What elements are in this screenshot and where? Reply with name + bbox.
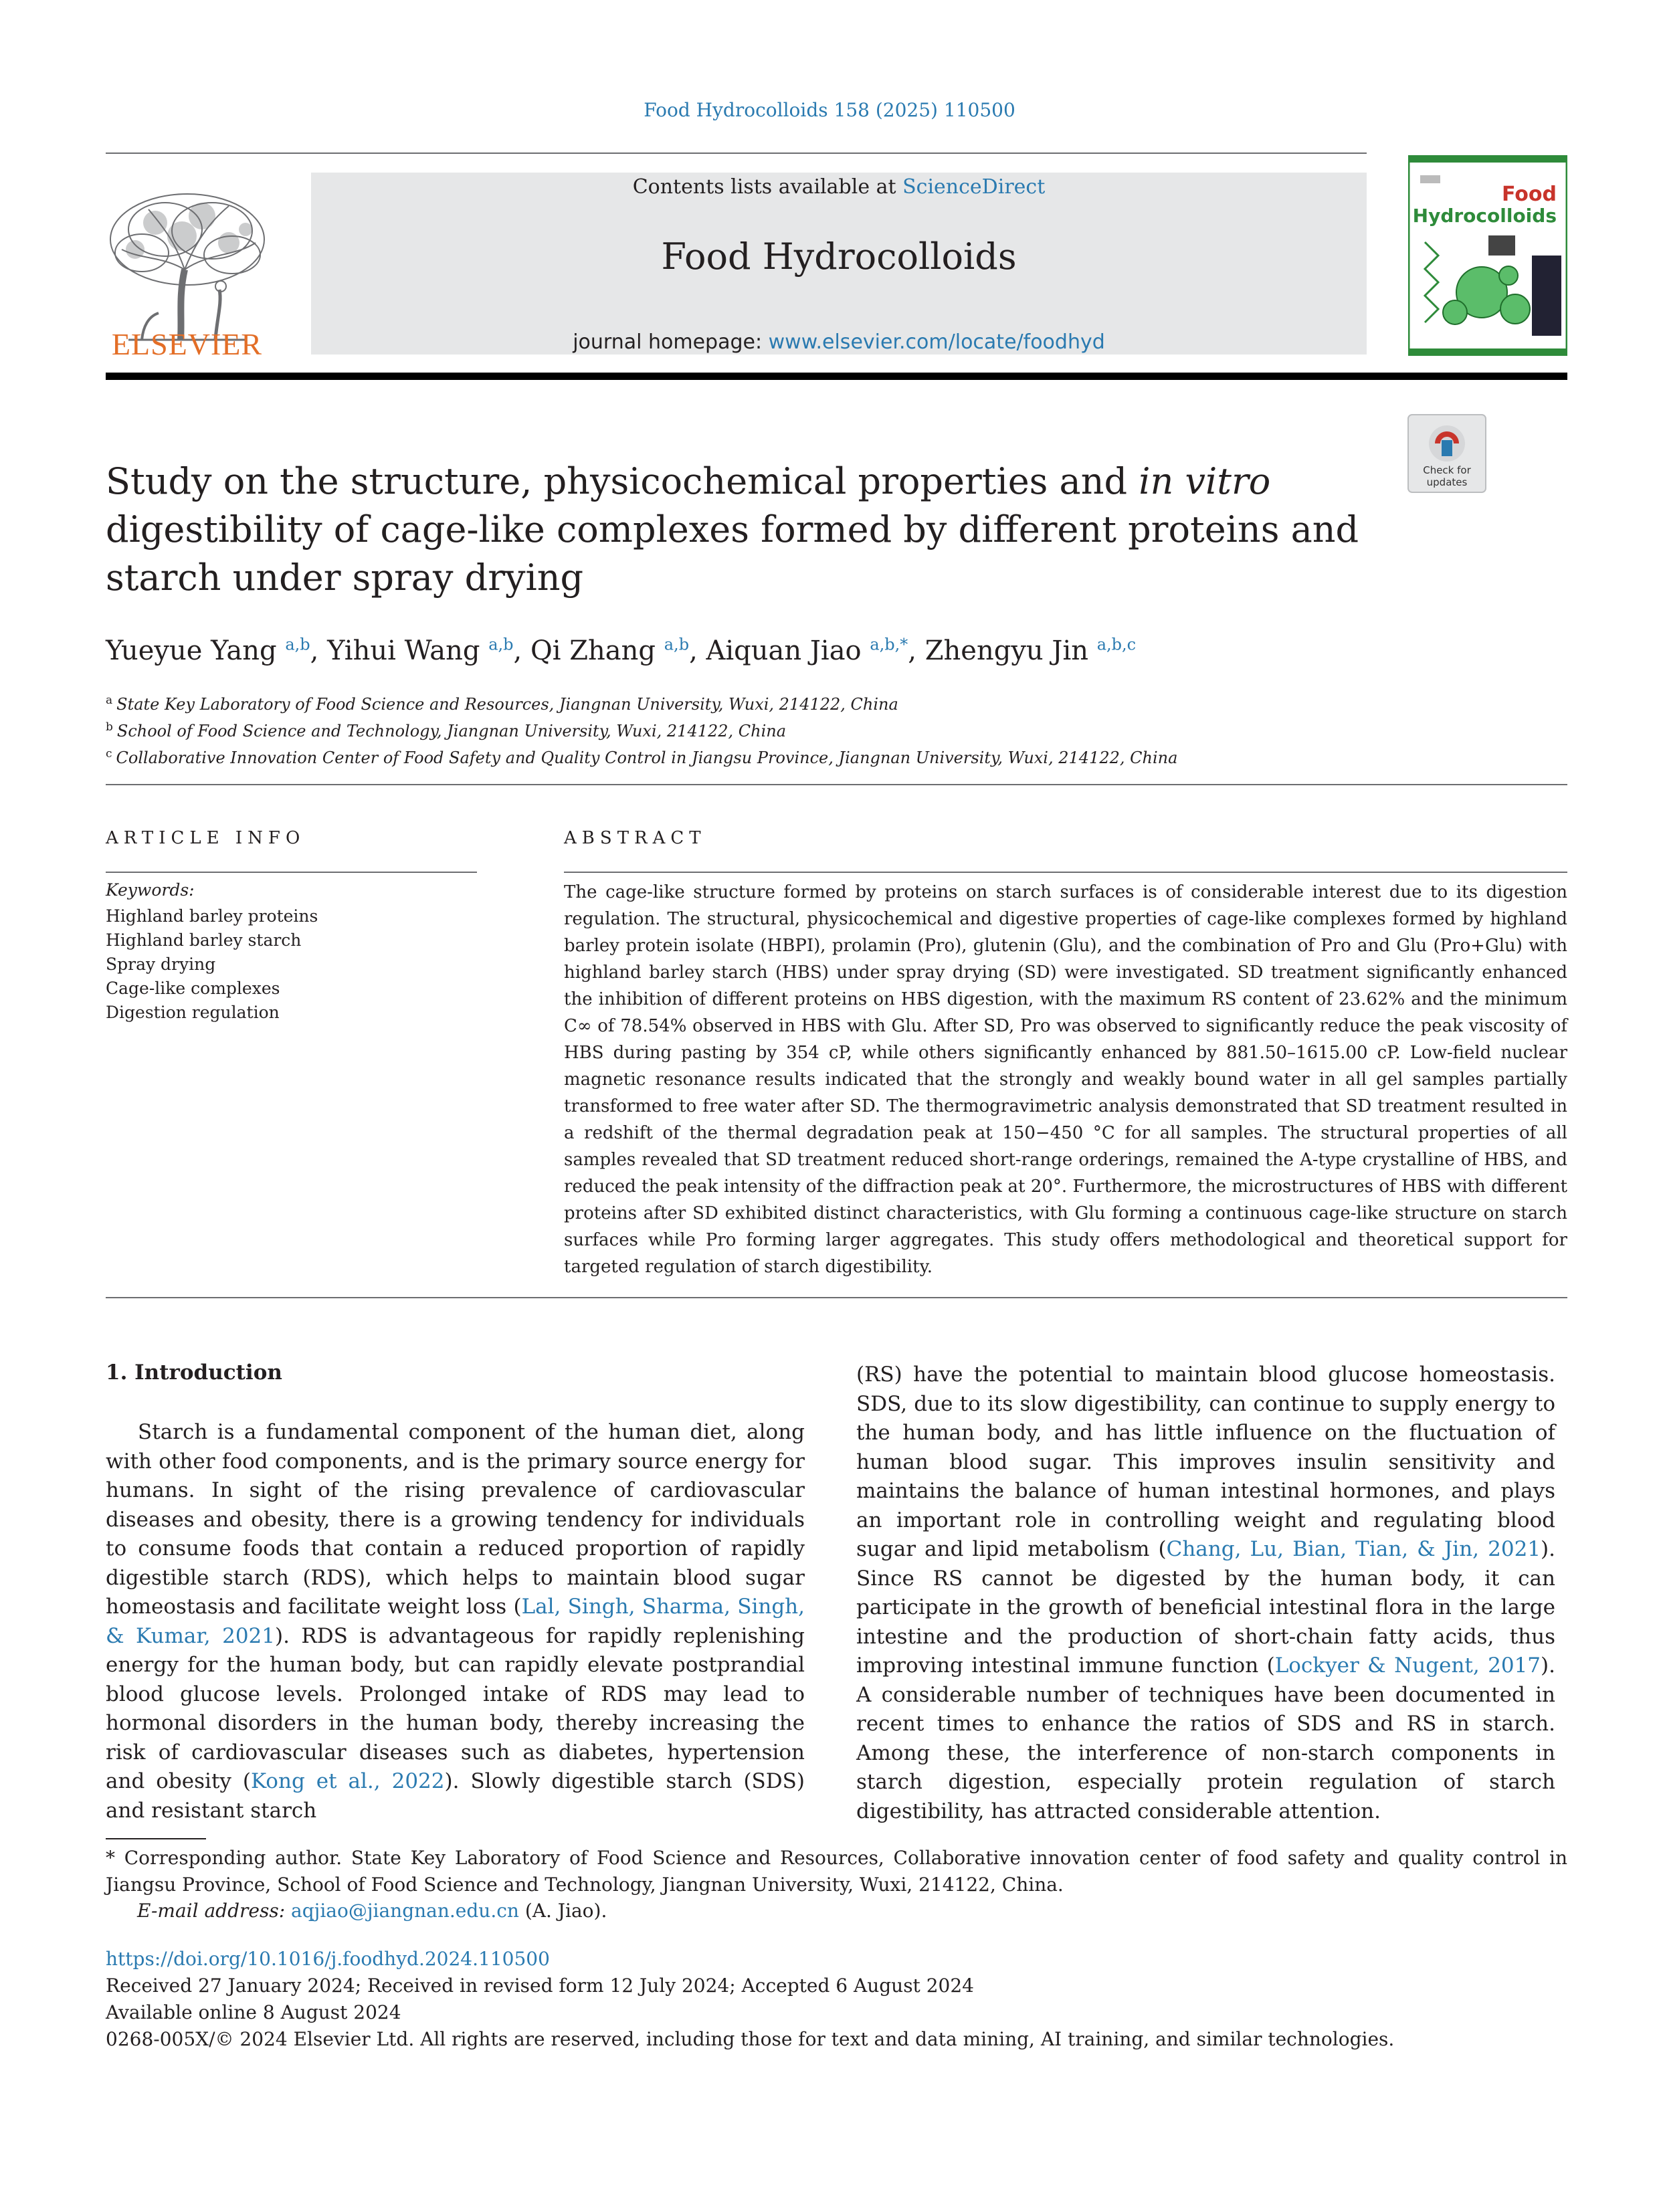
footnote-rule <box>106 1838 206 1839</box>
author-affiliation-link[interactable]: a,b <box>664 635 690 654</box>
author <box>706 635 925 666</box>
sciencedirect-link[interactable]: ScienceDirect <box>902 175 1046 199</box>
author-name: Qi Zhang <box>530 635 656 667</box>
journal-homepage-line <box>311 330 1367 354</box>
email-label: E-mail address: <box>137 1900 292 1922</box>
affiliation-text: State Key Laboratory of Food Science and Resources, Jiangnan University, Wuxi, 214122, China <box>116 695 898 714</box>
cover-title-food: Food <box>1502 183 1557 206</box>
keyword-item: Highland barley starch <box>106 930 302 950</box>
author-affiliation-link[interactable]: a,b,* <box>870 635 908 654</box>
body-text: ). Since RS cannot be digested by the human body, it can participate in the growth of beneficial intestinal flora in the large intestine and the production of short-chain fatty acids, thus improving intestinal immune function ( <box>856 1537 1555 1678</box>
abstract-bottom-rule <box>106 1297 1567 1298</box>
abstract-heading: ABSTRACT <box>564 828 706 848</box>
citation-link[interactable]: Lal, Singh, Sharma, Singh, & Kumar, 2021 <box>106 1595 805 1648</box>
journal-title: Food Hydrocolloids <box>661 235 1017 278</box>
email-link[interactable]: aqjiao@jiangnan.edu.cn <box>291 1900 519 1922</box>
check-for-text: Check for <box>1423 464 1471 476</box>
affiliation-rule <box>106 784 1567 785</box>
homepage-prefix: journal homepage: <box>573 330 769 354</box>
body-text: Starch is a fundamental component of the human diet, along with other food components, and is the primary source energy for humans. In sight of the rising prevalence of cardiovascular diseases and obesity, there is a growing tendency for individuals to consume foods that contain a reduced proportion of rapidly digestible starch (RDS), which helps to maintain blood sugar homeostasis and facilitate weight loss ( <box>106 1420 805 1619</box>
body-text: ). Slowly digestible starch (SDS) and resistant starch <box>106 1769 805 1823</box>
author-name: Aiquan Jiao <box>706 635 862 667</box>
author-affiliation-link[interactable]: a,b,c <box>1096 635 1137 654</box>
article-title <box>106 458 1363 602</box>
affiliation <box>106 689 1571 716</box>
body-column-right <box>856 1361 1555 1826</box>
author-name: Yihui Wang <box>327 635 480 667</box>
affiliation-key: c <box>106 747 112 761</box>
header-thick-rule <box>106 373 1567 380</box>
affiliation-key: a <box>106 694 113 707</box>
author-separator: , <box>513 635 530 667</box>
affiliation-list <box>106 689 1571 769</box>
check-for-updates-badge[interactable] <box>1407 413 1487 494</box>
keyword-item: Spray drying <box>106 954 216 974</box>
journal-cover-image[interactable] <box>1408 155 1567 356</box>
homepage-link[interactable]: www.elsevier.com/locate/foodhyd <box>768 330 1105 354</box>
author <box>327 635 530 666</box>
affiliation-text: School of Food Science and Technology, Jiangnan University, Wuxi, 214122, China <box>116 722 787 740</box>
body-text: ). RDS is advantageous for rapidly replenishing energy for the human body, but can rapidly elevate postprandial blood glucose levels. Prolonged intake of RDS may lead to hormonal disorders in the human body, thereby increasing the risk of cardiovascular diseases such as diabetes, hypertension and obesity ( <box>106 1623 805 1793</box>
affiliation <box>106 716 1571 742</box>
header-rule <box>106 153 1367 154</box>
affiliation <box>106 742 1571 769</box>
contents-available-line <box>311 175 1367 199</box>
abstract-rule <box>564 872 1567 873</box>
citation-link[interactable]: Chang, Lu, Bian, Tian, & Jin, 2021 <box>1166 1537 1541 1561</box>
body-text: (RS) have the potential to maintain blood glucose homeostasis. SDS, due to its slow digestibility, can continue to supply energy to the human body, and has little influence on the fluctuation of human blood sugar. This improves insulin sensitivity and maintains the balance of human intestinal hormones, and plays an important role in controlling weight and regulating blood sugar and lipid metabolism ( <box>856 1363 1555 1561</box>
title-part-1: Study on the structure, physicochemical properties and <box>106 460 1139 502</box>
corresponding-author-note: * Corresponding author. State Key Laboratory of Food Science and Resources, Collaborative innovation center of food safety and quality control in Jiangsu Province, School of Food Science and Technology, Jiangnan University, Wuxi, 214122, China. <box>106 1847 1567 1896</box>
email-suffix: (A. Jiao). <box>518 1900 607 1922</box>
affiliation-key: b <box>106 720 113 734</box>
citation-link[interactable]: Lockyer & Nugent, 2017 <box>1274 1653 1541 1678</box>
body-text: ). A considerable number of techniques have been documented in recent times to enhance the ratios of SDS and RS in starch. Among these, the interference of non-starch components in starch digestion, especially protein regulation of starch digestibility, has attracted considerable attention. <box>856 1653 1555 1823</box>
author-separator: , <box>908 635 925 667</box>
keywords-label: Keywords: <box>106 880 195 900</box>
author-separator: , <box>689 635 706 667</box>
author <box>925 635 1136 666</box>
section-heading-introduction: 1. Introduction <box>106 1361 282 1385</box>
article-info-heading: ARTICLE INFO <box>106 828 306 848</box>
updates-text: updates <box>1426 476 1468 488</box>
author-separator: , <box>310 635 328 667</box>
keyword-item: Highland barley proteins <box>106 906 318 926</box>
author-affiliation-link[interactable]: a,b <box>285 635 310 654</box>
cover-title-hydrocolloids: Hydrocolloids <box>1412 205 1557 227</box>
author-affiliation-link[interactable]: a,b <box>488 635 514 654</box>
author-name: Zhengyu Jin <box>924 635 1088 667</box>
keyword-list <box>106 904 318 1025</box>
body-column-left <box>106 1418 805 1825</box>
elsevier-wordmark: ELSEVIER <box>111 327 263 361</box>
citation-link[interactable]: Kong et al., 2022 <box>250 1769 445 1793</box>
available-online-date: Available online 8 August 2024 <box>106 2001 401 2023</box>
title-italic: in vitro <box>1139 460 1271 502</box>
author <box>530 635 706 666</box>
email-line <box>137 1900 607 1922</box>
author-name: Yueyue Yang <box>106 635 277 667</box>
journal-reference-link[interactable]: Food Hydrocolloids 158 (2025) 110500 <box>644 99 1015 121</box>
article-info-rule <box>106 872 477 873</box>
title-part-2: digestibility of cage-like complexes formed by different proteins and starch under spray drying <box>106 508 1359 599</box>
doi-link[interactable]: https://doi.org/10.1016/j.foodhyd.2024.110500 <box>106 1948 550 1970</box>
abstract-text: The cage-like structure formed by proteins on starch surfaces is of considerable interest due to its digestion regulation. The structural, physicochemical and digestive properties of cage-like complexes formed by highland barley protein isolate (HBPI), prolamin (Pro), glutenin (Glu), and the combination of Pro and Glu (Pro+Glu) with highland barley starch (HBS) under spray drying (SD) were investigated. SD treatment significantly enhanced the inhibition of different proteins on HBS digestion, with the maximum RS content of 23.62% and the minimum C∞ of 78.54% observed in HBS with Glu. After SD, Pro was observed to significantly reduce the peak viscosity of HBS during pasting by 354 cP, while others significantly enhanced by 881.50–1615.00 cP. Low-field nuclear magnetic resonance results indicated that the strongly and weakly bound water in all gel samples partially transformed to free water after SD. The thermogravimetric analysis demonstrated that SD treatment resulted in a redshift of the thermal degradation peak at 150−450 °C for all samples. The structural properties of all samples revealed that SD treatment reduced short-range orderings, remained the A-type crystalline of HBS, and reduced the peak intensity of the diffraction peak at 20°. Furthermore, the microstructures of HBS with different proteins after SD exhibited distinct characteristics, with Glu forming a continuous cage-like structure on starch surfaces while Pro forming larger aggregates. This study offers methodological and theoretical support for targeted regulation of starch digestibility. <box>564 882 1567 1277</box>
contents-prefix: Contents lists available at <box>632 175 903 199</box>
copyright-line: 0268-005X/© 2024 Elsevier Ltd. All rights are reserved, including those for text and data mining, AI training, and similar technologies. <box>106 2028 1395 2050</box>
author <box>106 635 327 666</box>
keyword-item: Cage-like complexes <box>106 979 280 998</box>
received-dates: Received 27 January 2024; Received in revised form 12 July 2024; Accepted 6 August 2024 <box>106 1975 974 1997</box>
keyword-item: Digestion regulation <box>106 1003 280 1022</box>
affiliation-text: Collaborative Innovation Center of Food Safety and Quality Control in Jiangsu Province, Jiangnan University, Wuxi, 214122, China <box>116 748 1178 767</box>
author-list <box>106 635 1571 666</box>
